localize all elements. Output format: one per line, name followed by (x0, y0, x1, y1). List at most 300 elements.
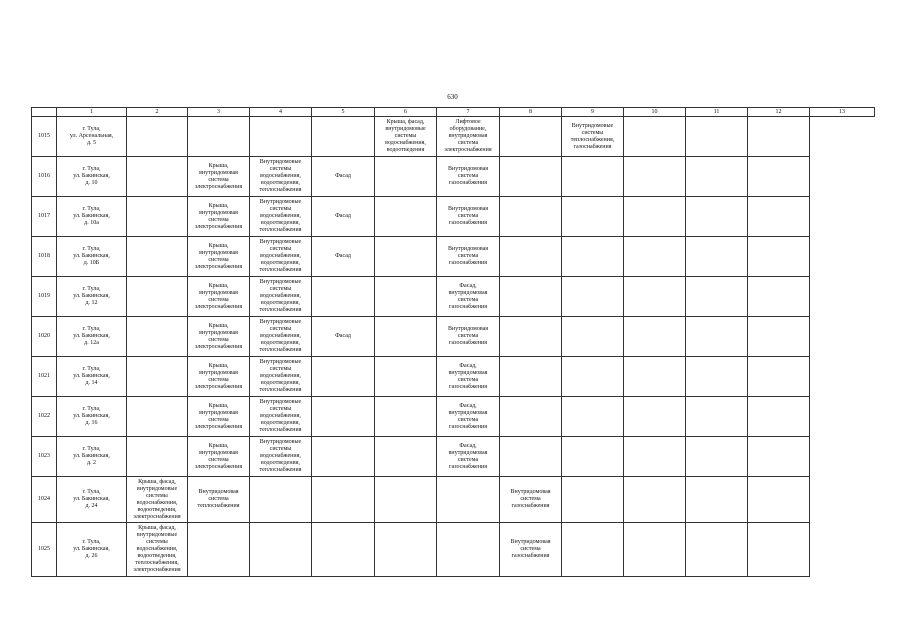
work-cell-c6 (312, 477, 375, 523)
column-number: 2 (127, 108, 188, 117)
address-cell (57, 197, 127, 237)
empty-cell (748, 237, 810, 277)
work-cell-c3 (127, 237, 188, 277)
address-cell (57, 117, 127, 157)
work-cell-c5 (250, 277, 312, 317)
table-row (32, 237, 875, 277)
cell-line: ул. Бакинская, (73, 413, 110, 419)
work-cell-c3 (127, 197, 188, 237)
cell-line: система (208, 176, 229, 183)
cell-line: система (208, 336, 229, 343)
column-number: 8 (500, 108, 562, 117)
cell-line: система (457, 213, 479, 219)
table-row (32, 157, 875, 197)
work-cell-c9 (500, 357, 562, 397)
cell-line: д. 12а (84, 340, 99, 346)
empty-cell (686, 157, 748, 197)
cell-line: водоснабжения, (260, 293, 301, 299)
empty-cell (686, 523, 748, 577)
cell-line: теплоснабжения (259, 267, 302, 273)
empty-cell (686, 477, 748, 523)
row-number: 1017 (32, 197, 57, 237)
cell-line: электроснабжения (194, 183, 243, 190)
table-row (32, 317, 875, 357)
cell-line: д. 10Б (83, 260, 100, 266)
work-cell-c8 (437, 197, 500, 237)
cell-line: ул. Бакинская, (73, 333, 110, 339)
work-cell-c4 (188, 197, 250, 237)
work-cell-c10 (562, 157, 624, 197)
cell-line: ул. Бакинская, (73, 213, 110, 219)
cell-line: Внутридомовая (447, 246, 489, 252)
page-number: 630 (447, 93, 458, 101)
cell-line: внутридомовая (199, 169, 238, 176)
cell-line: Крыша, (208, 242, 229, 249)
cell-line: система (457, 140, 479, 146)
cell-line: Крыша, (208, 362, 229, 369)
column-number: 11 (686, 108, 748, 117)
work-cell-c3 (127, 357, 188, 397)
cell-line: Фасад, (459, 362, 477, 369)
cell-line: г. Тула, (82, 246, 101, 252)
column-number-blank (32, 108, 57, 117)
work-cell-c5 (250, 357, 312, 397)
work-cell-c7 (375, 317, 437, 357)
work-cell-c8 (437, 397, 500, 437)
address-cell (57, 397, 127, 437)
work-cell-c6 (312, 317, 375, 357)
empty-cell (686, 437, 748, 477)
cell-line: д. 10а (84, 220, 99, 226)
empty-cell (686, 197, 748, 237)
work-cell-c7 (375, 117, 437, 157)
cell-line: внутридомовая (448, 133, 488, 139)
cell-line: внутридомовая (199, 289, 238, 296)
empty-cell (686, 237, 748, 277)
cell-line: электроснабжения (194, 263, 243, 270)
work-cell-c6 (312, 277, 375, 317)
cell-line: внутридомовая (448, 369, 488, 376)
work-cell-c8 (437, 317, 500, 357)
row-number: 1020 (32, 317, 57, 357)
column-number: 6 (375, 108, 437, 117)
cell-line: системы (581, 129, 604, 136)
empty-cell (686, 397, 748, 437)
cell-line: г. Тула, (82, 326, 101, 332)
row-number: 1024 (32, 477, 57, 523)
cell-line: ул. Бакинская, (73, 293, 110, 299)
work-cell-c9 (500, 277, 562, 317)
empty-cell (748, 437, 810, 477)
cell-line: д. 26 (85, 553, 98, 559)
cell-line: ул. Бакинская, (73, 173, 110, 179)
cell-line: система (520, 546, 541, 552)
row-number: 1015 (32, 117, 57, 157)
cell-line: газоснабжения (449, 463, 487, 470)
cell-line: Внутридомовая (510, 489, 551, 495)
cell-line: Лифтовое (455, 119, 481, 125)
cell-line: водоотведения, (261, 420, 300, 426)
cell-line: Внутридомовая (510, 539, 551, 545)
cell-line: водоотведения, (261, 300, 300, 306)
cell-line: водоснабжения, (260, 333, 301, 339)
cell-line: Внутридомовая (447, 326, 489, 332)
work-cell-c7 (375, 477, 437, 523)
work-cell-c3 (127, 523, 188, 577)
work-cell-c7 (375, 437, 437, 477)
cell-line: системы (394, 133, 417, 139)
column-number: 13 (810, 108, 875, 117)
cell-line: газоснабжения (449, 340, 487, 346)
cell-line: система (457, 333, 479, 339)
table-row (32, 277, 875, 317)
work-cell-c7 (375, 357, 437, 397)
cell-line: система (457, 296, 479, 303)
work-cell-c10 (562, 277, 624, 317)
cell-line: теплоснабжения (259, 467, 302, 473)
cell-line: Внутридомовые (259, 279, 302, 285)
cell-line: теплоснабжения, (135, 560, 179, 566)
cell-line: система (208, 376, 229, 383)
empty-cell (748, 317, 810, 357)
work-cell-c8 (437, 157, 500, 197)
cell-line: теплоснабжения (259, 307, 302, 313)
cell-line: теплоснабжения (197, 503, 240, 509)
empty-cell (624, 317, 686, 357)
cell-line: внутридомовые (136, 485, 178, 492)
empty-cell (624, 437, 686, 477)
address-cell (57, 437, 127, 477)
cell-line: водоснабжения, (385, 140, 426, 146)
table-header (32, 108, 875, 117)
cell-line: ул. Бакинская, (73, 546, 110, 552)
work-cell-c8 (437, 477, 500, 523)
cell-line: теплоснабжения (259, 347, 302, 353)
cell-line: газоснабжения (449, 423, 487, 430)
cell-line: системы (269, 166, 292, 172)
column-number: 4 (250, 108, 312, 117)
cell-line: система (457, 416, 479, 423)
cell-line: водоснабжения, (136, 546, 178, 552)
cell-line: водоотведения, (261, 220, 300, 226)
work-cell-c9 (500, 437, 562, 477)
cell-line: электроснабжения (194, 303, 243, 310)
cell-line: теплоснабжения, (570, 136, 615, 143)
cell-line: электроснабжения (133, 567, 181, 573)
cell-line: Крыша, фасад, (138, 478, 176, 485)
work-cell-c6 (312, 357, 375, 397)
cell-line: Внутридомовые (259, 239, 302, 245)
cell-line: система (457, 456, 479, 463)
work-cell-c7 (375, 237, 437, 277)
cell-line: водоотведения, (137, 506, 177, 513)
empty-cell (624, 477, 686, 523)
address-cell (57, 157, 127, 197)
cell-line: ул. Арсенальная, (69, 133, 114, 139)
address-cell (57, 237, 127, 277)
empty-cell (686, 277, 748, 317)
work-cell-c4 (188, 157, 250, 197)
work-cell-c9 (500, 317, 562, 357)
cell-line: газоснабжения (449, 180, 487, 186)
cell-line: Крыша, (208, 162, 229, 169)
work-cell-c6 (312, 157, 375, 197)
cell-line: внутридомовая (199, 329, 238, 336)
cell-line: ул. Бакинская, (73, 453, 110, 459)
cell-line: внутридомовая (199, 209, 238, 216)
cell-line: теплоснабжения (259, 187, 302, 193)
cell-line: системы (269, 246, 292, 252)
cell-line: система (208, 416, 229, 423)
table-row (32, 197, 875, 237)
empty-cell (748, 277, 810, 317)
empty-cell (624, 197, 686, 237)
cell-line: электроснабжения (194, 463, 243, 470)
cell-line: водоснабжения, (260, 373, 301, 379)
cell-line: газоснабжения (449, 303, 487, 310)
table-body (32, 117, 875, 577)
cell-line: Фасад, (459, 402, 477, 409)
empty-cell (624, 357, 686, 397)
work-cell-c6 (312, 117, 375, 157)
cell-line: Фасад (335, 213, 351, 219)
cell-line: водоотведения, (261, 260, 300, 266)
empty-cell (624, 117, 686, 157)
table-row (32, 357, 875, 397)
work-cell-c5 (250, 523, 312, 577)
cell-line: внутридомовая (448, 449, 488, 456)
cell-line: водоотведения, (137, 553, 177, 559)
row-number: 1019 (32, 277, 57, 317)
cell-line: г. Тула, (82, 406, 101, 412)
cell-line: водоснабжения, (260, 173, 301, 179)
empty-cell (686, 117, 748, 157)
empty-cell (748, 397, 810, 437)
table-row (32, 437, 875, 477)
cell-line: газоснабжения (449, 260, 487, 266)
cell-line: г. Тула, (82, 286, 101, 292)
cell-line: газоснабжения (573, 143, 612, 150)
work-cell-c7 (375, 523, 437, 577)
cell-line: ул. Бакинская, (73, 253, 110, 259)
column-number: 7 (437, 108, 500, 117)
cell-line: оборудование, (449, 126, 487, 132)
empty-cell (624, 277, 686, 317)
column-number: 12 (748, 108, 810, 117)
column-number: 1 (57, 108, 127, 117)
work-cell-c8 (437, 357, 500, 397)
cell-line: внутридомовые (385, 126, 426, 132)
work-cell-c5 (250, 317, 312, 357)
work-cell-c10 (562, 357, 624, 397)
cell-line: д. 2 (86, 460, 97, 466)
cell-line: д. 12 (85, 300, 98, 306)
row-number: 1023 (32, 437, 57, 477)
cell-line: теплоснабжения (259, 227, 302, 233)
work-cell-c3 (127, 157, 188, 197)
cell-line: водоснабжения, (136, 499, 178, 506)
empty-cell (748, 523, 810, 577)
work-cell-c9 (500, 197, 562, 237)
work-cell-c6 (312, 437, 375, 477)
work-cell-c5 (250, 117, 312, 157)
cell-line: внутридомовые (136, 532, 178, 538)
work-cell-c9 (500, 117, 562, 157)
work-cell-c8 (437, 117, 500, 157)
work-cell-c10 (562, 197, 624, 237)
work-cell-c3 (127, 277, 188, 317)
cell-line: Крыша, (208, 282, 229, 289)
address-cell (57, 277, 127, 317)
cell-line: г. Тула, (82, 206, 101, 212)
cell-line: система (457, 173, 479, 179)
cell-line: системы (269, 366, 292, 372)
column-number: 3 (188, 108, 250, 117)
work-cell-c6 (312, 523, 375, 577)
cell-line: д. 14 (85, 380, 98, 386)
cell-line: системы (269, 286, 292, 292)
cell-line: система (457, 253, 479, 259)
work-cell-c5 (250, 157, 312, 197)
work-cell-c6 (312, 237, 375, 277)
cell-line: водоснабжения, (260, 213, 301, 219)
cell-line: Внутридомовые (259, 319, 302, 325)
cell-line: система (208, 296, 229, 303)
cell-line: система (208, 256, 229, 263)
cell-line: г. Тула, (82, 489, 101, 495)
cell-line: Внутридомовые (259, 399, 302, 405)
cell-line: водоснабжения, (260, 453, 301, 459)
work-cell-c9 (500, 523, 562, 577)
cell-line: газоснабжения (449, 383, 487, 390)
cell-line: г. Тула, (82, 166, 101, 172)
work-cell-c6 (312, 197, 375, 237)
cell-line: Фасад, (459, 282, 477, 289)
work-cell-c4 (188, 117, 250, 157)
address-cell (57, 523, 127, 577)
work-cell-c10 (562, 117, 624, 157)
address-cell (57, 317, 127, 357)
work-cell-c5 (250, 397, 312, 437)
cell-line: д. 24 (85, 503, 98, 509)
cell-line: электроснабжения (194, 383, 243, 390)
cell-line: электроснабжения (194, 223, 243, 230)
cell-line: системы (269, 406, 292, 412)
row-number: 1025 (32, 523, 57, 577)
cell-line: Крыша, (208, 202, 229, 209)
cell-line: Фасад (335, 253, 351, 259)
empty-cell (686, 357, 748, 397)
cell-line: внутридомовая (199, 409, 238, 416)
empty-cell (624, 397, 686, 437)
work-cell-c7 (375, 277, 437, 317)
cell-line: д. 10 (85, 180, 98, 186)
row-number: 1021 (32, 357, 57, 397)
cell-line: системы (146, 539, 168, 545)
work-cell-c10 (562, 317, 624, 357)
table-row (32, 523, 875, 577)
cell-line: системы (146, 492, 168, 499)
work-cell-c8 (437, 277, 500, 317)
cell-line: электроснабжения (194, 343, 243, 350)
cell-line: Внутридомовая (198, 489, 239, 495)
work-cell-c8 (437, 437, 500, 477)
cell-line: водоотведения, (261, 460, 300, 466)
cell-line: ул. Бакинская, (73, 496, 110, 502)
work-cell-c6 (312, 397, 375, 437)
row-number: 1018 (32, 237, 57, 277)
cell-line: Крыша, (208, 322, 229, 329)
cell-line: г. Тула, (82, 446, 101, 452)
cell-line: Внутридомовая (447, 166, 489, 172)
work-cell-c5 (250, 477, 312, 523)
work-cell-c4 (188, 277, 250, 317)
empty-cell (748, 117, 810, 157)
cell-line: водоотведения, (261, 380, 300, 386)
empty-cell (624, 157, 686, 197)
column-number-row (32, 108, 875, 117)
cell-line: система (208, 456, 229, 463)
cell-line: г. Тула, (82, 366, 101, 372)
work-cell-c8 (437, 523, 500, 577)
column-number: 5 (312, 108, 375, 117)
work-cell-c7 (375, 157, 437, 197)
work-cell-c10 (562, 437, 624, 477)
cell-line: газоснабжения (511, 553, 550, 559)
table-row (32, 117, 875, 157)
work-cell-c4 (188, 357, 250, 397)
cell-line: Внутридомовые (259, 359, 302, 365)
empty-cell (624, 523, 686, 577)
cell-line: внутридомовая (199, 449, 238, 456)
work-cell-c7 (375, 397, 437, 437)
cell-line: Фасад (335, 173, 351, 179)
cell-line: Внутридомовая (447, 206, 489, 212)
cell-line: электроснабжения (133, 513, 181, 520)
empty-cell (748, 477, 810, 523)
cell-line: система (208, 496, 229, 502)
cell-line: Крыша, (208, 402, 229, 409)
cell-line: Фасад, (459, 442, 477, 449)
cell-line: Внутридомовые (259, 439, 302, 445)
capital-repair-table (31, 107, 875, 577)
cell-line: Крыша, фасад, (386, 119, 425, 125)
empty-cell (686, 317, 748, 357)
cell-line: г. Тула, (82, 126, 101, 132)
address-cell (57, 477, 127, 523)
cell-line: система (208, 216, 229, 223)
work-cell-c10 (562, 397, 624, 437)
empty-cell (748, 357, 810, 397)
cell-line: теплоснабжения (259, 427, 302, 433)
cell-line: д. 5 (86, 140, 97, 146)
work-cell-c10 (562, 477, 624, 523)
work-cell-c8 (437, 237, 500, 277)
work-cell-c4 (188, 397, 250, 437)
row-number: 1016 (32, 157, 57, 197)
work-cell-c5 (250, 237, 312, 277)
work-cell-c9 (500, 477, 562, 523)
cell-line: Внутридомовые (571, 122, 614, 129)
cell-line: водоотведения, (261, 180, 300, 186)
cell-line: электроснабжения (444, 147, 492, 153)
cell-line: внутридомовая (199, 369, 238, 376)
work-cell-c9 (500, 237, 562, 277)
cell-line: система (520, 496, 541, 502)
address-cell (57, 357, 127, 397)
work-cell-c10 (562, 523, 624, 577)
cell-line: водоснабжения, (260, 253, 301, 259)
